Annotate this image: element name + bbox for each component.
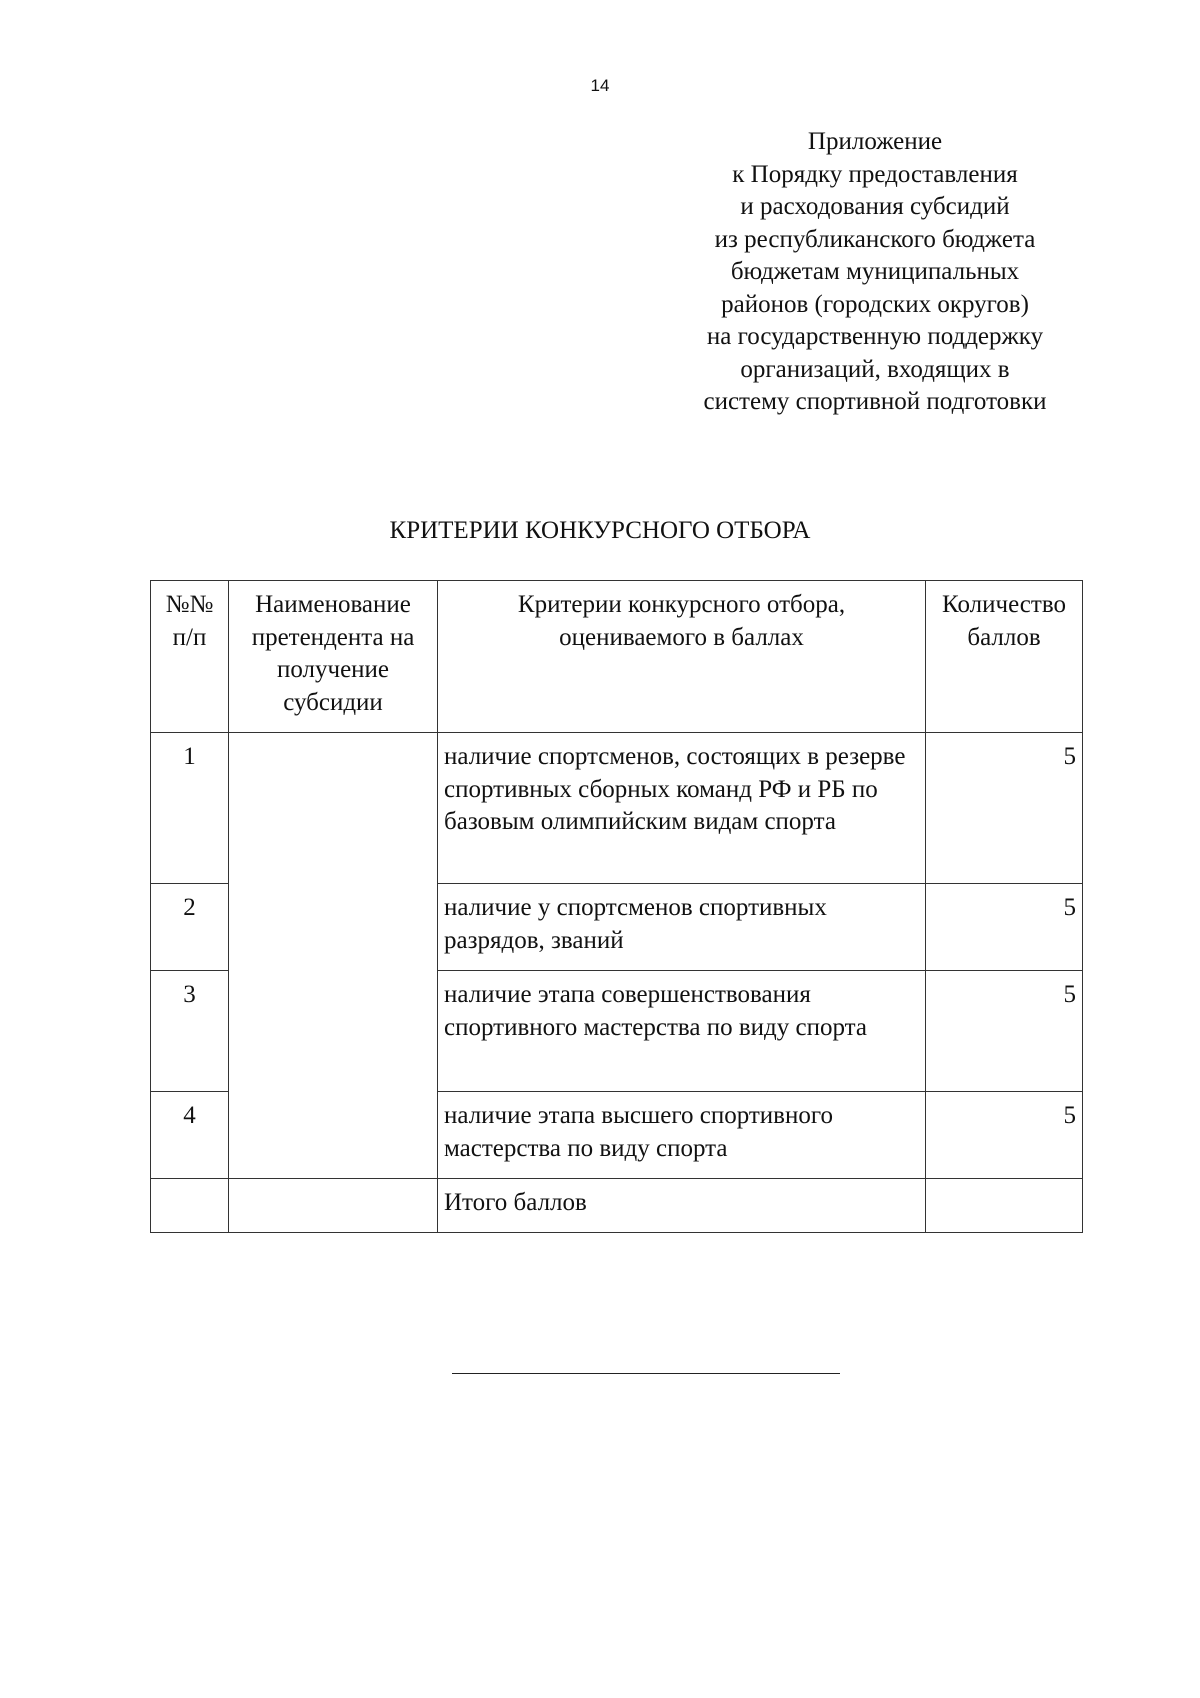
appendix-line: систему спортивной подготовки [703,388,1047,415]
appendix-line: районов (городских округов) [721,290,1029,318]
appendix-line: организаций, входящих в [740,355,1010,383]
row-number: 1 [183,743,196,770]
criteria-table [150,580,1083,1233]
header-applicant-cell [229,581,438,733]
criterion-cell [438,733,926,884]
header-criteria: Критерии конкурсного отбора, оцениваемого в баллах [517,591,846,651]
appendix-header [655,126,1095,419]
total-score-cell [926,1179,1083,1233]
score-cell [926,733,1083,884]
criterion-text: наличие у спортсменов спортивных разрядов, званий [444,894,827,954]
criterion-cell [438,971,926,1092]
appendix-line: и расходования субсидий [740,193,1010,220]
header-score-cell [926,581,1083,733]
row-number: 4 [183,1102,196,1129]
appendix-line: Приложение [807,128,943,155]
criterion-text: наличие спортсменов, состоящих в резерве спортивных сборных команд РФ и РБ по базовым олимпийским видам спорта [444,743,906,835]
signature-line [452,1373,840,1374]
criterion-text: наличие этапа высшего спортивного мастерства по виду спорта [444,1102,833,1162]
header-number-cell [151,581,229,733]
criterion-text: наличие этапа совершенствования спортивного мастерства по виду спорта [444,981,867,1041]
row-number-cell [151,733,229,884]
score-cell [926,884,1083,971]
total-applicant-cell [229,1179,438,1233]
appendix-line: из республиканского бюджета [714,225,1036,253]
score-value: 5 [1063,981,1076,1008]
header-score: Количество баллов [942,591,1066,651]
table-header-row [151,581,1083,733]
header-criteria-cell [438,581,926,733]
criterion-cell [438,884,926,971]
score-cell [926,1092,1083,1179]
row-number-cell [151,1092,229,1179]
appendix-line: на государственную поддержку [706,323,1044,350]
row-number-cell [151,971,229,1092]
score-value: 5 [1063,894,1076,921]
total-row [151,1179,1083,1233]
score-value: 5 [1063,1102,1076,1129]
table-row [151,733,1083,884]
header-applicant: Наименование претендента на получение субсидии [251,591,415,716]
appendix-line: к Порядку предоставления [732,160,1018,188]
applicant-name-cell [229,733,438,1179]
total-label-cell [438,1179,926,1233]
score-value: 5 [1063,743,1076,770]
total-label: Итого баллов [444,1189,587,1216]
document-title: КРИТЕРИИ КОНКУРСНОГО ОТБОРА [389,517,811,544]
score-cell [926,971,1083,1092]
row-number: 2 [183,894,196,921]
header-number: №№ п/п [165,591,214,651]
page-number: 14 [590,76,610,95]
appendix-line: бюджетам муниципальных [730,258,1020,285]
row-number: 3 [183,981,196,1008]
total-number-cell [151,1179,229,1233]
criterion-cell [438,1092,926,1179]
row-number-cell [151,884,229,971]
